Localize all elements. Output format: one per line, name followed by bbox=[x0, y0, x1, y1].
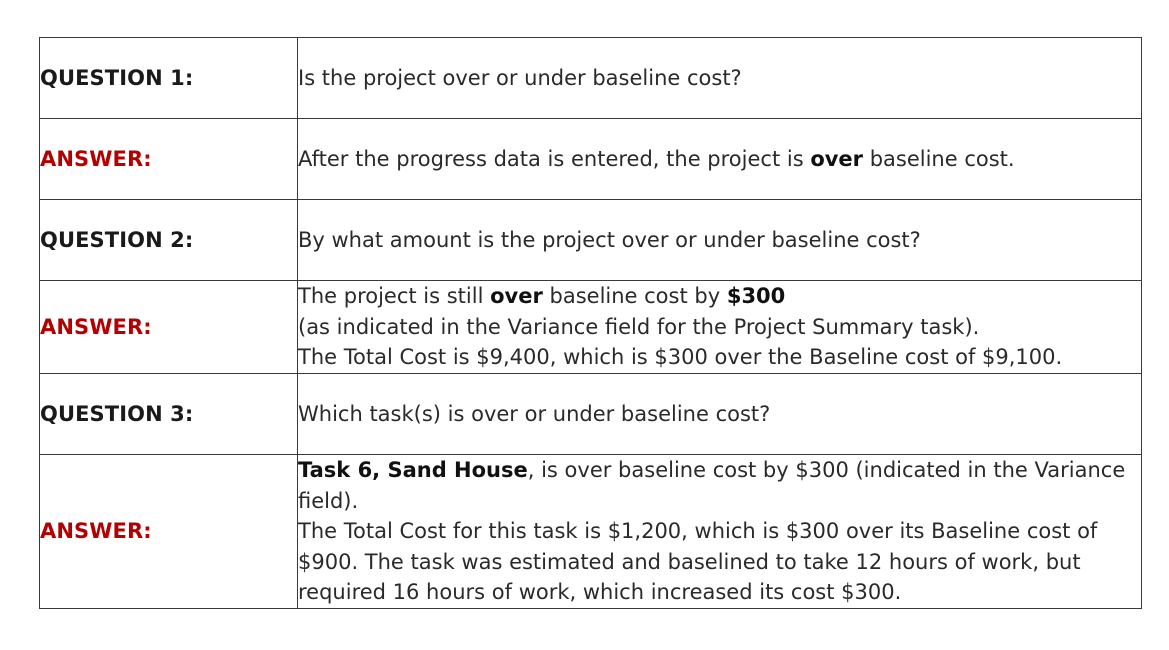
answer-2-l1-mid: baseline cost by bbox=[542, 284, 727, 309]
answer-2-l1-pre: The project is still bbox=[298, 284, 491, 309]
question-1-text: Is the project over or under baseline cost? bbox=[298, 38, 1142, 119]
answer-2-l1-bold-over: over bbox=[490, 284, 543, 309]
question-3-row bbox=[40, 374, 1142, 455]
answer-3-label: ANSWER: bbox=[40, 455, 298, 609]
answer-3-paragraph-2: The Total Cost for this task is $1,200, which is $300 over its Baseline cost of $900. The task was estimated and baselined to take 12 hours of work, but required 16 hours of work, which increased its cost $300. bbox=[298, 519, 1098, 604]
answer-2-line-3: The Total Cost is $9,400, which is $300 over the Baseline cost of $9,100. bbox=[298, 345, 1063, 370]
question-1-label: QUESTION 1: bbox=[40, 38, 298, 119]
answer-1-label: ANSWER: bbox=[40, 119, 298, 200]
question-1-row bbox=[40, 38, 1142, 119]
answer-2-l1-bold-amount: $300 bbox=[726, 284, 786, 309]
question-3-label: QUESTION 3: bbox=[40, 374, 298, 455]
qa-table bbox=[39, 37, 1142, 609]
answer-1-row bbox=[40, 119, 1142, 200]
answer-2-label: ANSWER: bbox=[40, 281, 298, 374]
question-2-row bbox=[40, 200, 1142, 281]
answer-2-row bbox=[40, 281, 1142, 374]
question-2-text: By what amount is the project over or under baseline cost? bbox=[298, 200, 1142, 281]
answer-3-p1-rest: , is over baseline cost by $300 (indicated in the Variance field). bbox=[298, 458, 1126, 513]
question-3-text: Which task(s) is over or under baseline cost? bbox=[298, 374, 1142, 455]
answer-3-row bbox=[40, 455, 1142, 609]
question-2-label: QUESTION 2: bbox=[40, 200, 298, 281]
answer-3-bold-task: Task 6, Sand House bbox=[298, 458, 528, 482]
answer-1-text bbox=[298, 119, 1142, 200]
answer-3-text bbox=[298, 455, 1142, 609]
answer-1-pre: After the progress data is entered, the project is bbox=[298, 146, 811, 171]
answer-2-line-1 bbox=[298, 281, 1141, 312]
answer-1-bold: over bbox=[810, 146, 864, 171]
answer-3-paragraph-1 bbox=[298, 455, 1141, 516]
answer-2-line-2: (as indicated in the Variance field for the Project Summary task). bbox=[298, 314, 980, 339]
answer-1-post: baseline cost. bbox=[863, 146, 1015, 171]
answer-2-text bbox=[298, 281, 1142, 374]
